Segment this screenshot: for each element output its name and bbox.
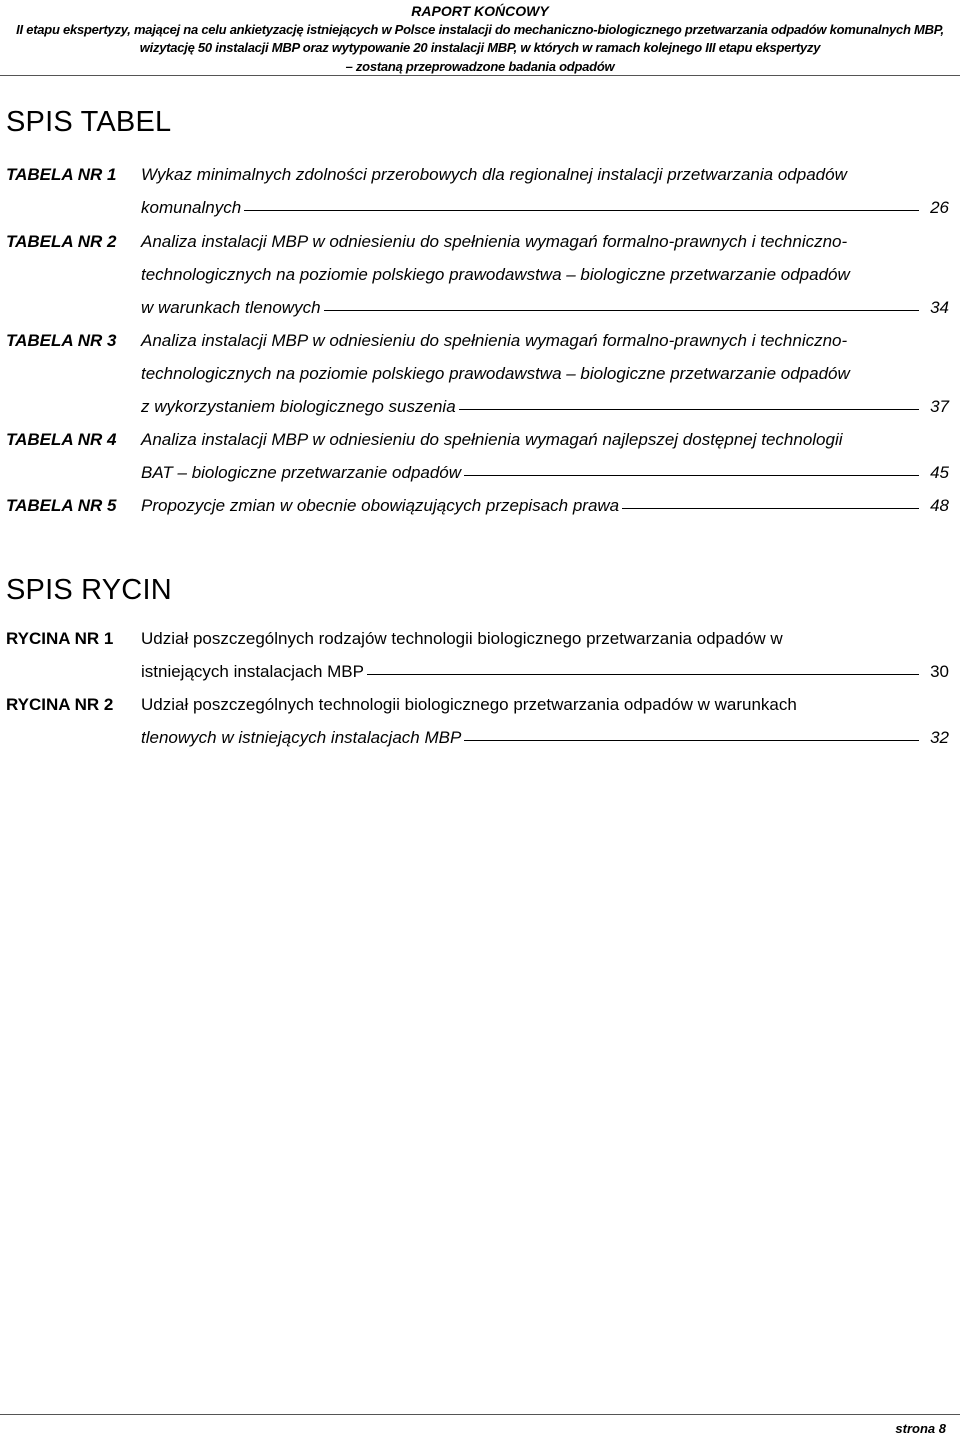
entry-last-line bbox=[141, 655, 949, 688]
tables-section-title: SPIS TABEL bbox=[6, 106, 172, 138]
entry-label: TABELA NR 4 bbox=[6, 430, 117, 449]
entry-text bbox=[141, 489, 949, 522]
entry-text bbox=[141, 324, 949, 423]
page-number: 30 bbox=[930, 662, 949, 681]
entry-last-line bbox=[141, 390, 949, 423]
dotted-leader bbox=[459, 408, 919, 410]
entry-text bbox=[141, 225, 949, 324]
entry-line: BAT – biologiczne przetwarzanie odpadów bbox=[141, 463, 462, 482]
page-number: 37 bbox=[930, 397, 949, 416]
header-divider bbox=[0, 75, 960, 76]
report-title: RAPORT KOŃCOWY bbox=[411, 3, 549, 19]
header-line-2: wizytację 50 instalacji MBP oraz wytypowanie 20 instalacji MBP, w których w ramach kolejnego III etapu ekspertyzy bbox=[139, 40, 821, 55]
entry-line: Propozycje zmian w obecnie obowiązujących przepisach prawa bbox=[141, 496, 620, 515]
dotted-leader bbox=[367, 673, 919, 675]
entry-line: Analiza instalacji MBP w odniesieniu do spełnienia wymagań formalno-prawnych i techniczno- bbox=[141, 232, 848, 251]
dotted-leader bbox=[622, 507, 919, 509]
entry-text bbox=[141, 423, 949, 489]
entry-line: Analiza instalacji MBP w odniesieniu do spełnienia wymagań formalno-prawnych i techniczno- bbox=[141, 331, 848, 350]
page-header bbox=[0, 0, 960, 76]
entry-line: Udział poszczególnych technologii biologicznego przetwarzania odpadów w warunkach bbox=[141, 695, 797, 714]
entry-text bbox=[141, 688, 949, 754]
page-number: 32 bbox=[930, 728, 949, 747]
entry-last-line bbox=[141, 191, 949, 224]
entry-line: istniejących instalacjach MBP bbox=[141, 662, 364, 681]
entry-text bbox=[141, 622, 949, 688]
dotted-leader bbox=[324, 309, 919, 311]
entry-line: Udział poszczególnych rodzajów technologii biologicznego przetwarzania odpadów w bbox=[141, 629, 783, 648]
page-number: 26 bbox=[930, 198, 949, 217]
entry-last-line bbox=[141, 456, 949, 489]
entry-line: Analiza instalacji MBP w odniesieniu do spełnienia wymagań najlepszej dostępnej technologii bbox=[141, 430, 843, 449]
figures-section-title: SPIS RYCIN bbox=[6, 574, 172, 606]
page-number: 48 bbox=[930, 496, 949, 515]
page-number: 45 bbox=[930, 463, 949, 482]
dotted-leader bbox=[464, 739, 919, 741]
entry-last-line bbox=[141, 489, 949, 522]
entry-label: TABELA NR 5 bbox=[6, 496, 117, 515]
entry-line: w warunkach tlenowych bbox=[141, 298, 321, 317]
entry-last-line bbox=[141, 291, 949, 324]
page-number-footer: strona 8 bbox=[895, 1421, 946, 1436]
entry-line: z wykorzystaniem biologicznego suszenia bbox=[141, 397, 456, 416]
dotted-leader bbox=[464, 474, 919, 476]
entry-line: technologicznych na poziomie polskiego prawodawstwa – biologiczne przetwarzanie odpadów bbox=[141, 364, 850, 383]
header-line-1: II etapu ekspertyzy, mającej na celu ankietyzację istniejących w Polsce instalacji do mechaniczno-biologicznego przetwarzania odpadów komunalnych MBP, bbox=[16, 21, 944, 37]
entry-line: komunalnych bbox=[141, 198, 242, 217]
entry-text bbox=[141, 158, 949, 224]
entry-label: TABELA NR 3 bbox=[6, 331, 117, 350]
header-line-3: – zostaną przeprowadzone badania odpadów bbox=[345, 58, 615, 74]
entry-last-line bbox=[141, 721, 949, 754]
entry-label: TABELA NR 1 bbox=[6, 165, 117, 184]
dotted-leader bbox=[244, 209, 919, 211]
entry-label: RYCINA NR 2 bbox=[6, 695, 114, 714]
entry-label: TABELA NR 2 bbox=[6, 232, 117, 251]
entry-line: Wykaz minimalnych zdolności przerobowych dla regionalnej instalacji przetwarzania odpadów bbox=[141, 165, 847, 184]
entry-line: technologicznych na poziomie polskiego prawodawstwa – biologiczne przetwarzanie odpadów bbox=[141, 265, 850, 284]
entry-line: tlenowych w istniejących instalacjach MBP bbox=[141, 728, 462, 747]
entry-label: RYCINA NR 1 bbox=[6, 629, 114, 648]
page-number: 34 bbox=[930, 298, 949, 317]
footer-divider bbox=[0, 1414, 960, 1415]
